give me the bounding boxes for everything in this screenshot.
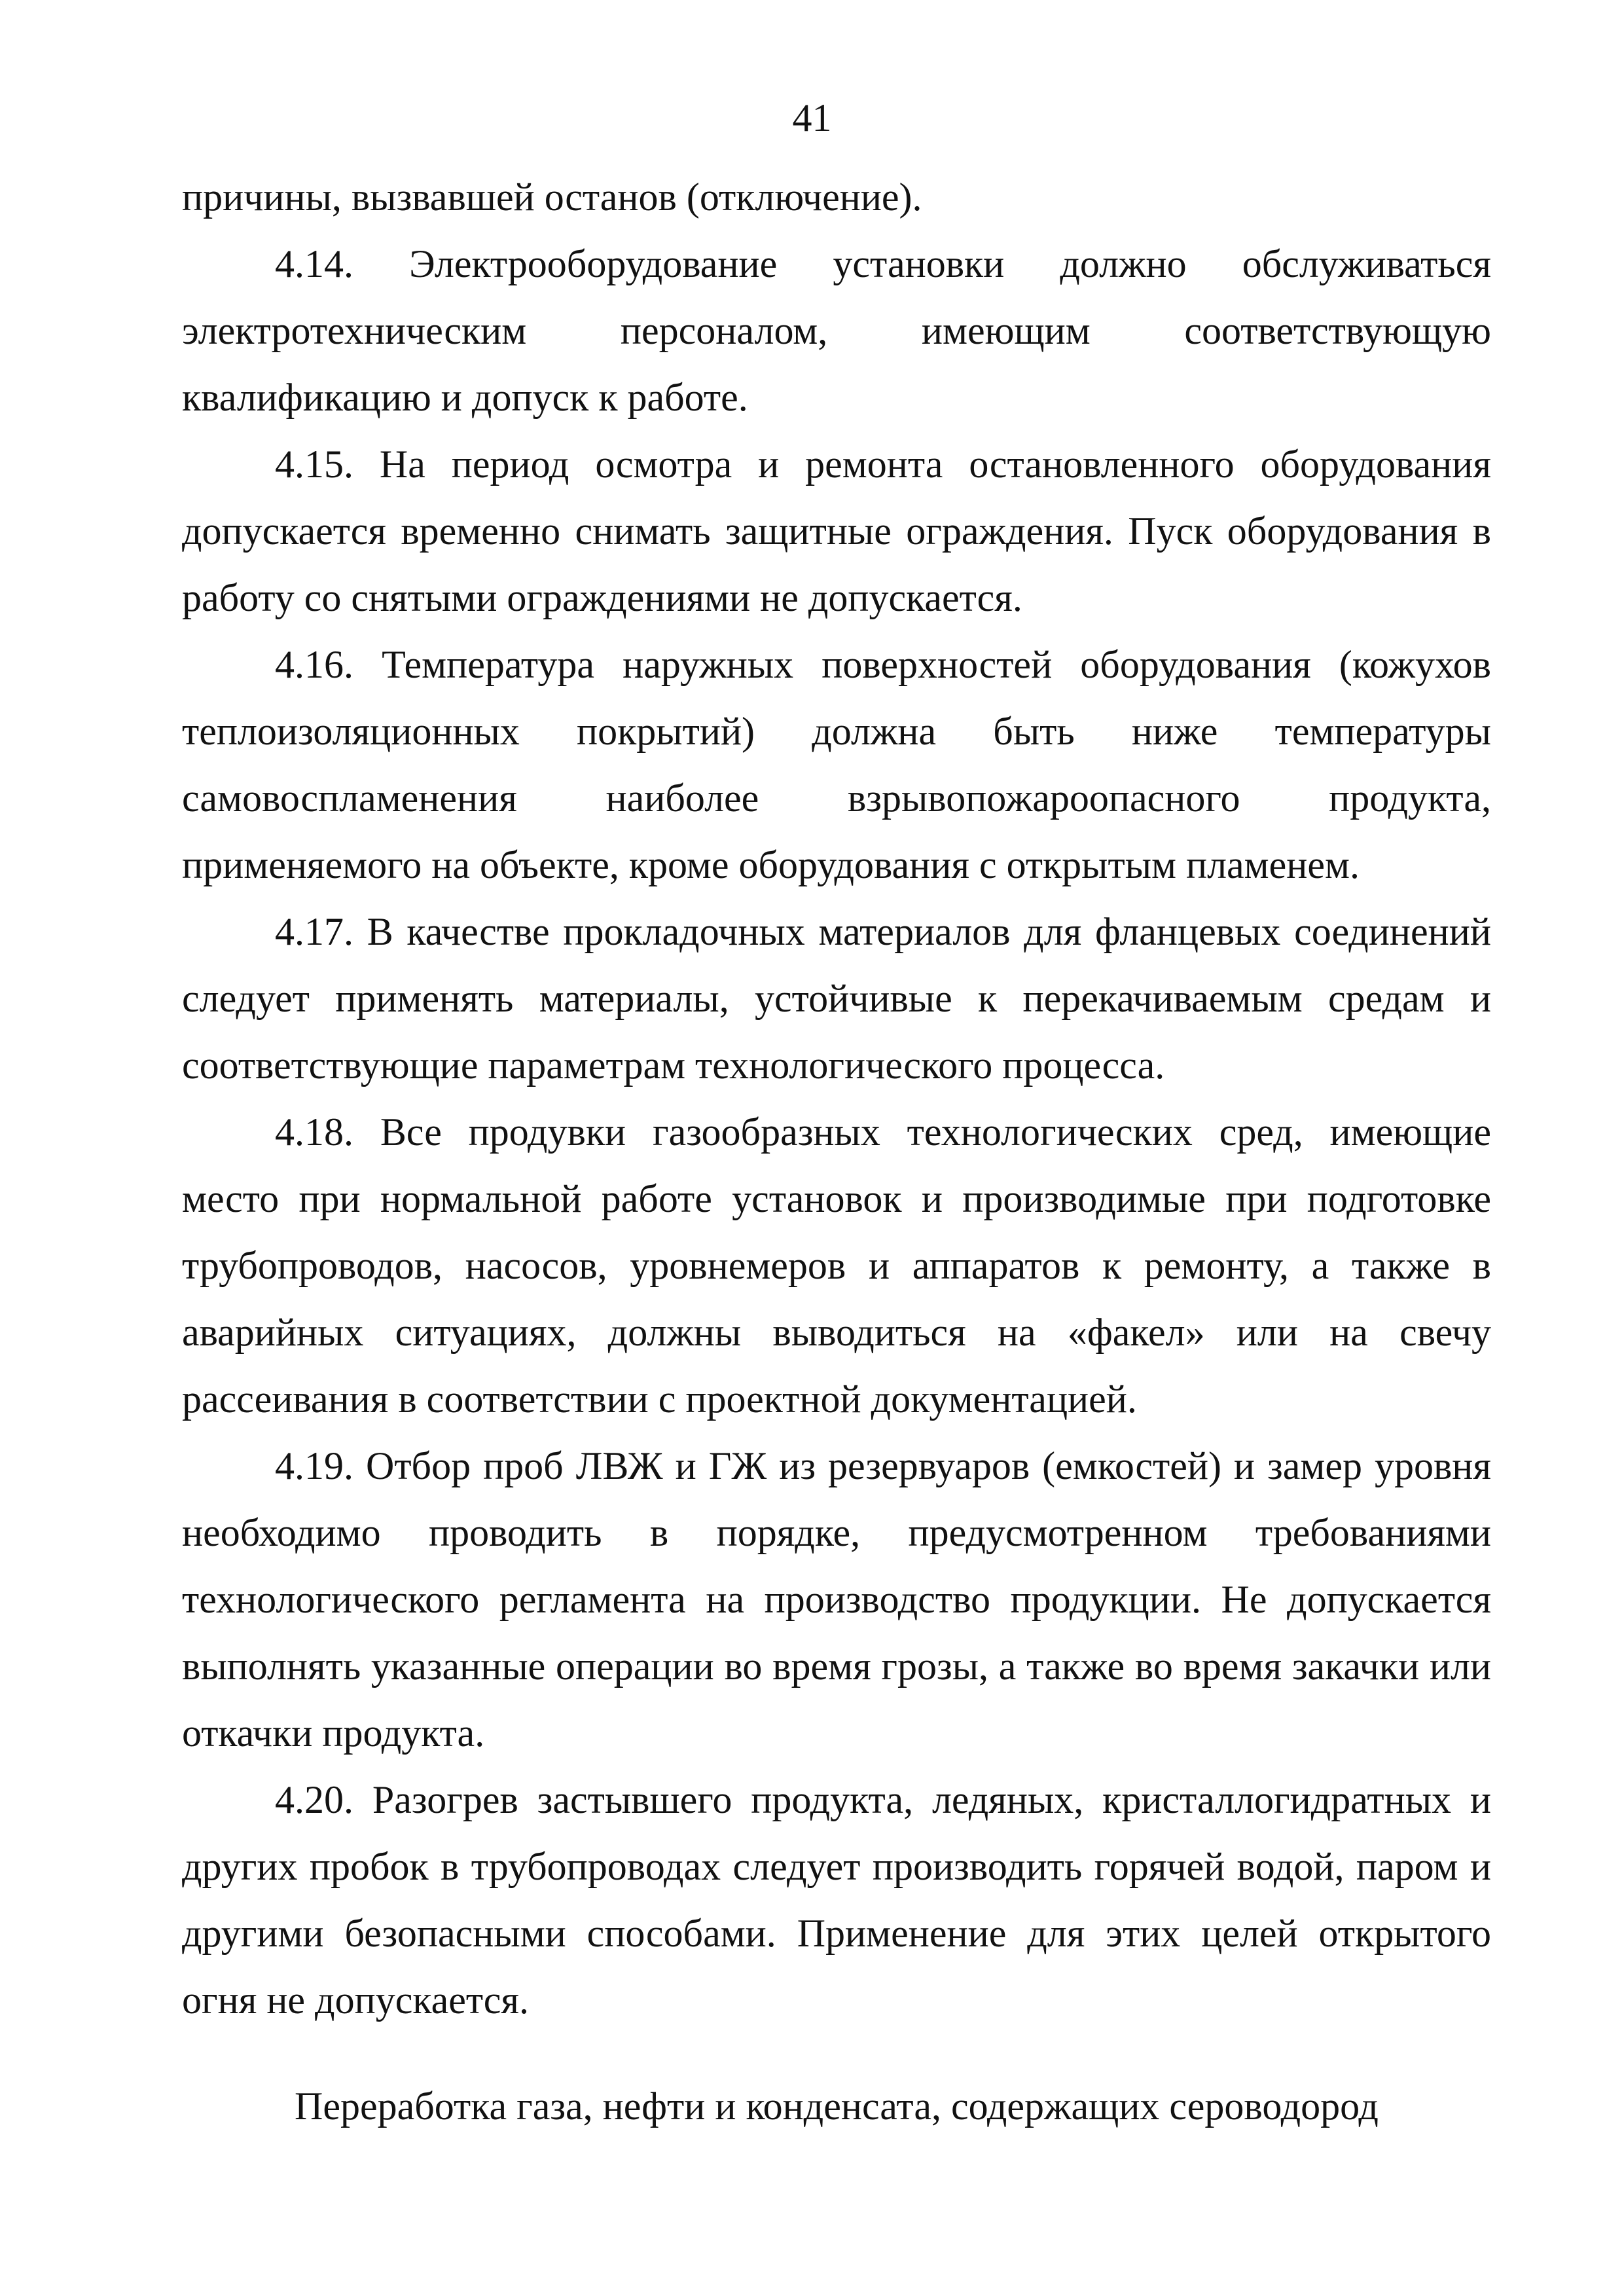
paragraph-4-15: 4.15. На период осмотра и ремонта остановленного оборудования допускается временно снимать защитные ограждения. Пуск оборудования в работу со снятыми ограждениями не допускается. bbox=[182, 443, 1491, 619]
document-body bbox=[182, 164, 1491, 2140]
paragraph-continuation: причины, вызвавшей останов (отключение). bbox=[182, 175, 922, 219]
paragraph-4-18: 4.18. Все продувки газообразных технологических сред, имеющие место при нормальной работе установок и производимые при подготовке трубопроводов, насосов, уровнемеров и аппаратов к ремонту, а также в аварийных ситуациях, должны выводиться на «факел» или на свечу рассеивания в соответствии с проектной документацией. bbox=[182, 1110, 1491, 1421]
paragraph-4-14: 4.14. Электрооборудование установки должно обслуживаться электротехническим персоналом, имеющим соответствующую квалификацию и допуск к работе. bbox=[182, 242, 1491, 419]
paragraph-4-19: 4.19. Отбор проб ЛВЖ и ГЖ из резервуаров (емкостей) и замер уровня необходимо проводить в порядке, предусмотренном требованиями технологического регламента на производство продукции. Не допускается выполнять указанные операции во время грозы, а также во время закачки или откачки продукта. bbox=[182, 1444, 1491, 1755]
page-number: 41 bbox=[792, 96, 832, 139]
paragraph-4-20: 4.20. Разогрев застывшего продукта, ледяных, кристаллогидратных и других пробок в трубопроводах следует производить горячей водой, паром и другими безопасными способами. Применение для этих целей открытого огня не допускается. bbox=[182, 1778, 1491, 2022]
paragraph-4-16: 4.16. Температура наружных поверхностей оборудования (кожухов теплоизоляционных покрытий) должна быть ниже температуры самовоспламенения наиболее взрывопожароопасного продукта, применяемого на объекте, кроме оборудования с открытым пламенем. bbox=[182, 643, 1491, 886]
section-heading: Переработка газа, нефти и конденсата, содержащих сероводород bbox=[295, 2085, 1379, 2128]
paragraph-4-17: 4.17. В качестве прокладочных материалов для фланцевых соединений следует применять материалы, устойчивые к перекачиваемым средам и соответствующие параметрам технологического процесса. bbox=[182, 910, 1491, 1087]
